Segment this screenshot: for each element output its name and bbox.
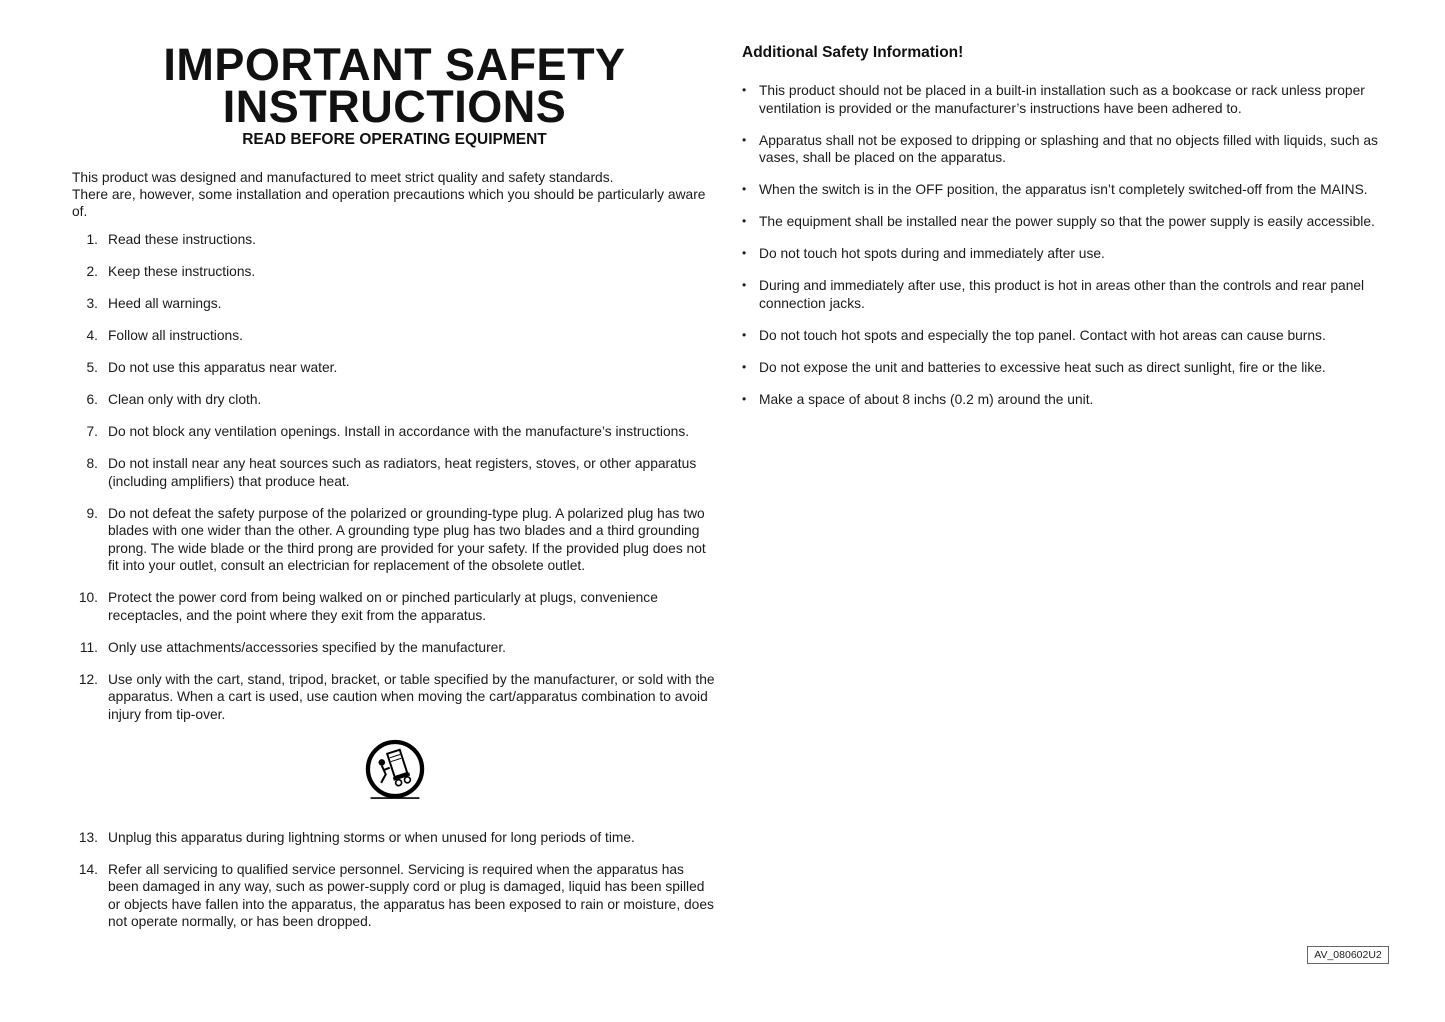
bullet-item xyxy=(742,391,1390,409)
bullet-marker: • xyxy=(742,246,747,260)
intro-line1: This product was designed and manufactured to meet strict quality and safety standards. xyxy=(72,170,614,185)
bullet-marker: • xyxy=(742,182,747,196)
instruction-text: Do not install near any heat sources such as radiators, heat registers, stoves, or other apparatus (including amplifiers) that produce heat. xyxy=(108,456,697,489)
instruction-list xyxy=(72,231,717,723)
intro-line2: There are, however, some installation and operation precautions which you should be particularly aware of. xyxy=(72,187,706,219)
bullet-text: Apparatus shall not be exposed to dripping or splashing and that no objects filled with liquids, such as vases, shall be placed on the apparatus. xyxy=(759,132,1378,165)
bullet-text: Do not touch hot spots during and immediately after use. xyxy=(759,246,1105,261)
bullet-text: When the switch is in the OFF position, the apparatus isn’t completely switched-off from the MAINS. xyxy=(759,182,1368,197)
page-title xyxy=(72,39,717,132)
bullet-marker: • xyxy=(742,214,747,228)
document-code-badge: AV_080602U2 xyxy=(1307,946,1389,964)
instruction-text: Do not use this apparatus near water. xyxy=(108,360,338,375)
instruction-number: 10. xyxy=(78,590,98,605)
instruction-item xyxy=(72,861,717,931)
bullet-text: This product should not be placed in a built-in installation such as a bookcase or rack unless proper ventilation is provided or the manufacturer’s instructions have been adhered to. xyxy=(759,83,1365,116)
instruction-item xyxy=(72,589,717,624)
instruction-number: 1. xyxy=(86,232,98,247)
bullet-marker: • xyxy=(742,278,747,292)
right-column xyxy=(742,44,1390,423)
instruction-number: 12. xyxy=(78,671,98,687)
instruction-text: Heed all warnings. xyxy=(108,296,222,311)
bullet-marker: • xyxy=(742,132,747,147)
instruction-item xyxy=(72,263,717,281)
intro-paragraph xyxy=(72,169,717,220)
instruction-number: 7. xyxy=(86,424,98,439)
left-column xyxy=(72,39,717,945)
bullet-marker: • xyxy=(742,391,747,406)
bullet-marker: • xyxy=(742,83,747,97)
instruction-item xyxy=(72,295,717,313)
instruction-number: 4. xyxy=(86,328,98,343)
page-subtitle: READ BEFORE OPERATING EQUIPMENT xyxy=(242,131,547,148)
bullet-marker: • xyxy=(742,327,747,342)
instruction-item xyxy=(72,359,717,377)
instruction-text: Do not defeat the safety purpose of the polarized or grounding-type plug. A polarized plug has two blades with one wider than the other. A grounding type plug has two blades and a third grounding prong. The wide blade or the third prong are provided for your safety. If the provided plug does not fit into your outlet, consult an electrician for replacement of the obsolete outlet. xyxy=(108,505,706,573)
bullet-item xyxy=(742,181,1390,199)
instruction-item xyxy=(72,505,717,575)
instruction-item xyxy=(72,829,717,847)
instruction-item xyxy=(72,391,717,409)
bullet-item xyxy=(742,82,1390,117)
instruction-number: 14. xyxy=(78,861,98,877)
page-title-line2: INSTRUCTIONS xyxy=(222,81,567,132)
bullet-item xyxy=(742,213,1390,231)
instruction-text: Protect the power cord from being walked on or pinched particularly at plugs, convenience receptacles, and the point where they exit from the apparatus. xyxy=(108,590,658,623)
bullet-item xyxy=(742,327,1390,345)
page-title-line1: IMPORTANT SAFETY xyxy=(163,39,626,90)
instruction-number: 2. xyxy=(86,264,98,279)
instruction-item xyxy=(72,231,717,249)
instruction-text: Do not block any ventilation openings. Install in accordance with the manufacture’s instructions. xyxy=(108,424,690,439)
instruction-text: Keep these instructions. xyxy=(108,264,256,279)
instruction-number: 3. xyxy=(86,296,98,311)
bullet-item xyxy=(742,359,1390,377)
instruction-text: Clean only with dry cloth. xyxy=(108,392,262,407)
instruction-number: 8. xyxy=(86,456,98,471)
bullet-text: Do not expose the unit and batteries to excessive heat such as direct sunlight, fire or the like. xyxy=(759,359,1326,375)
instruction-text: Refer all servicing to qualified service personnel. Servicing is required when the apparatus has been damaged in any way, such as power-supply cord or plug is damaged, liquid has been spilled or objects have fallen into the apparatus, the apparatus has been exposed to rain or moisture, does not operate normally, or has been dropped. xyxy=(108,861,714,929)
instruction-list-continued xyxy=(72,829,717,931)
instruction-item xyxy=(72,423,717,441)
instruction-text: Unplug this apparatus during lightning storms or when unused for long periods of time. xyxy=(108,829,635,845)
instruction-item xyxy=(72,671,717,724)
instruction-item xyxy=(72,455,717,490)
instruction-number: 6. xyxy=(86,392,98,407)
instruction-text: Follow all instructions. xyxy=(108,328,243,343)
bullet-text: The equipment shall be installed near the power supply so that the power supply is easily accessible. xyxy=(759,214,1375,229)
bullet-marker: • xyxy=(742,359,747,374)
instruction-text: Use only with the cart, stand, tripod, bracket, or table specified by the manufacturer, or sold with the apparatus. When a cart is used, use caution when moving the cart/apparatus combination to avoid injury from tip-over. xyxy=(108,671,715,722)
instruction-text: Read these instructions. xyxy=(108,232,257,247)
bullet-item xyxy=(742,277,1390,312)
instruction-item xyxy=(72,327,717,345)
instruction-item xyxy=(72,639,717,657)
instruction-number: 13. xyxy=(78,829,98,845)
bullet-text: Make a space of about 8 inchs (0.2 m) around the unit. xyxy=(759,391,1094,407)
instruction-text: Only use attachments/accessories specified by the manufacturer. xyxy=(108,639,507,655)
instruction-number: 5. xyxy=(86,360,98,375)
bullet-text: During and immediately after use, this product is hot in areas other than the controls and rear panel connection jacks. xyxy=(759,278,1365,311)
bullet-text: Do not touch hot spots and especially the top panel. Contact with hot areas can cause burns. xyxy=(759,327,1326,343)
cart-tip-warning-icon xyxy=(72,738,717,809)
additional-safety-heading: Additional Safety Information! xyxy=(742,44,964,61)
instruction-number: 9. xyxy=(86,505,98,521)
bullet-item xyxy=(742,132,1390,167)
bullet-item xyxy=(742,245,1390,263)
additional-safety-list xyxy=(742,82,1390,408)
instruction-number: 11. xyxy=(79,639,98,655)
